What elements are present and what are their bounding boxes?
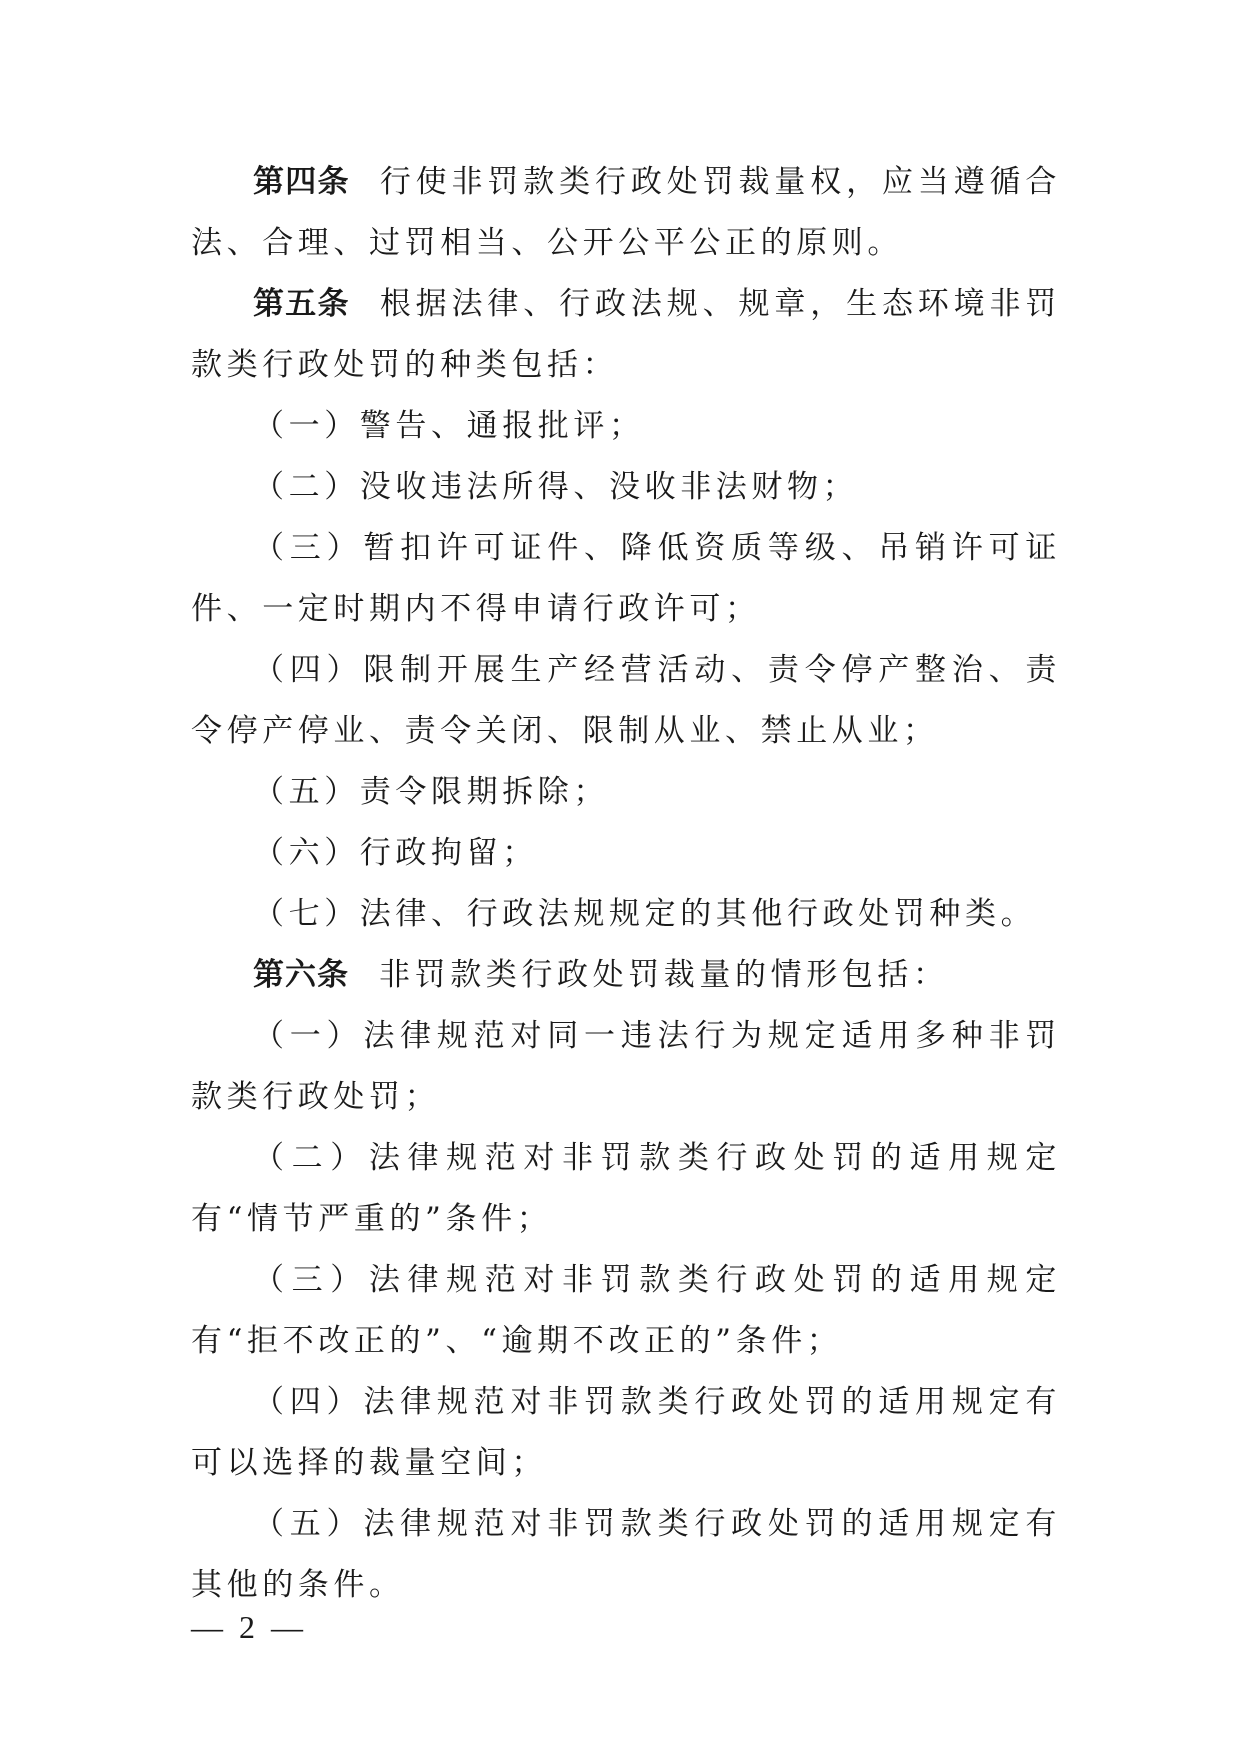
article-5-heading: 第五条 — [253, 286, 350, 322]
article-6-item: （三）法律规范对非罚款类行政处罚的适用规定有“拒不改正的”、“逾期不改正的”条件； — [191, 1262, 1061, 1359]
article-5-paragraph — [191, 274, 1061, 396]
article-6-item: （五）法律规范对非罚款类行政处罚的适用规定有其他的条件。 — [191, 1506, 1061, 1603]
article-6-paragraph — [191, 945, 1061, 1006]
article-5-item: （五）责令限期拆除； — [253, 774, 609, 810]
page-number: — 2 — — [191, 1609, 307, 1645]
article-4-text: 行使非罚款类行政处罚裁量权，应当遵循合法、合理、过罚相当、公开公平公正的原则。 — [191, 164, 1062, 261]
article-5-item: （六）行政拘留； — [253, 835, 538, 871]
article-6-item: （四）法律规范对非罚款类行政处罚的适用规定有可以选择的裁量空间； — [191, 1384, 1061, 1481]
article-5-item: （二）没收违法所得、没收非法财物； — [253, 469, 859, 505]
article-6-item: （二）法律规范对非罚款类行政处罚的适用规定有“情节严重的”条件； — [191, 1140, 1061, 1237]
article-5-text: 根据法律、行政法规、规章，生态环境非罚款类行政处罚的种类包括： — [191, 286, 1062, 383]
article-5-item: （三）暂扣许可证件、降低资质等级、吊销许可证件、一定时期内不得申请行政许可； — [191, 530, 1061, 627]
document-body — [191, 152, 1061, 1616]
article-6-heading: 第六条 — [253, 957, 349, 993]
article-5-item: （四）限制开展生产经营活动、责令停产整治、责令停产停业、责令关闭、限制从业、禁止从业； — [191, 652, 1061, 749]
article-4-heading: 第四条 — [253, 164, 350, 200]
article-6-text: 非罚款类行政处罚裁量的情形包括： — [379, 957, 949, 993]
article-5-item: （七）法律、行政法规规定的其他行政处罚种类。 — [253, 896, 1037, 932]
article-5-item: （一）警告、通报批评； — [253, 408, 645, 444]
article-4-paragraph — [191, 152, 1061, 274]
article-6-item: （一）法律规范对同一违法行为规定适用多种非罚款类行政处罚； — [191, 1018, 1061, 1115]
